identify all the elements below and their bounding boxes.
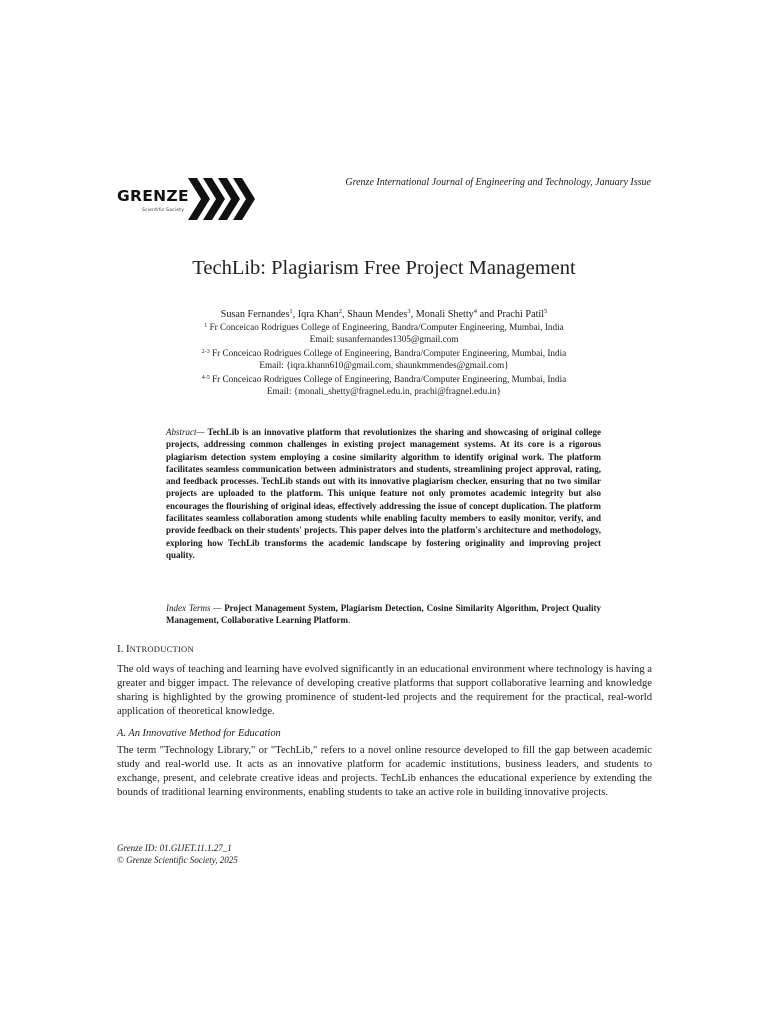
journal-header: Grenze International Journal of Engineering and Technology, January Issue (345, 177, 651, 188)
author-list: Susan Fernandes$^1$, Iqra Khan$^2$, Shaun Mendes$^3$, Monali Shetty$^4$ and Prachi Patil$^5$ (220, 308, 548, 320)
grenze-id: Grenze ID: 01.GIJET.11.1.27_1 (117, 843, 232, 853)
affiliation (0, 374, 768, 397)
logo-wordmark: GRENZE (117, 187, 189, 205)
grenze-logo (117, 176, 263, 222)
copyright: © Grenze Scientific Society, 2025 (117, 855, 238, 865)
author-sup: 5 (544, 308, 548, 315)
subsection-paragraph: The term "Technology Library," or "TechLib," refers to a novel online resource developed to fill the gap between academic study and real-world use. It acts as an innovative platform for academic institutions, business leaders, and students to exchange, present, and celebrate creative ideas and projects. TechLib enhances the educational experience by extending the bounds of traditional learning environments, enabling students to take an active role in building innovative projects. (117, 745, 652, 798)
section-title: NTRODUCTION (129, 644, 194, 654)
author-name: Prachi Patil (496, 309, 545, 320)
logo-subtitle: Scientific Society (142, 208, 185, 213)
chevrons-icon (188, 176, 262, 222)
affiliation-text: Fr Conceicao Rodrigues College of Engineering, Bandra/Computer Engineering, Mumbai, India (209, 322, 564, 332)
footer (117, 842, 238, 866)
section-number: I. I (117, 643, 130, 655)
paper-title: TechLib: Plagiarism Free Project Management (192, 257, 576, 279)
affiliation-sup: 4-5 (201, 375, 210, 381)
index-terms-text: Project Management System, Plagiarism Detection, Cosine Similarity Algorithm, Project Quality Management, Collaborative Learning Platform (166, 603, 602, 626)
author-and: and (479, 309, 495, 320)
affiliation-email: Email: susanfernandes1305@gmail.com (309, 333, 459, 344)
abstract-text: TechLib is an innovative platform that revolutionizes the sharing and showcasing of original college projects, addressing common challenges in existing project management systems. At its core is a rigorous plagiarism detection system employing a cosine similarity algorithm to identify original work. The platform facilitates seamless communication between administrators and students, streamlining project approval, rating, and feedback processes. TechLib stands out with its innovative plagiarism checker, ensuring that no two similar projects are uploaded to the platform. This unique feature not only promotes academic integrity but also encourages the flourishing of original ideas, effectively addressing the issue of concept duplication. The platform facilitates seamless collaboration among students while enabling faculty members to easily monitor, verify, and provide feedback on their students' projects. This paper delves into the platform's architecture and methodology, exploring how TechLib transforms the academic landscape by fostering originality and improving project quality. (166, 427, 601, 560)
author-sup: 4 (473, 308, 478, 315)
index-terms (166, 602, 601, 627)
author-name: Susan Fernandes (220, 309, 290, 320)
author-name: Iqra Khan (297, 309, 339, 320)
affiliation-text: Fr Conceicao Rodrigues College of Engineering, Bandra/Computer Engineering, Mumbai, India (212, 348, 567, 358)
subsection-heading: A. An Innovative Method for Education (117, 728, 281, 739)
abstract-label: Abstract— (166, 427, 205, 437)
affiliation-text: Fr Conceicao Rodrigues College of Engineering, Bandra/Computer Engineering, Mumbai, India (212, 374, 567, 384)
section-heading (117, 643, 194, 655)
index-terms-label: Index Terms — (166, 603, 222, 613)
affiliation-email: Email: {iqra.khann610@gmail.com, shaunkmmendes@gmail.com} (259, 359, 509, 370)
index-terms-period: . (347, 615, 351, 626)
affiliation (0, 322, 768, 345)
author-name: Shaun Mendes (347, 309, 408, 320)
intro-paragraph: The old ways of teaching and learning have evolved significantly in an educational environment where technology is having a greater and bigger impact. The relevance of developing creative platforms that support collaborative learning and knowledge sharing is highlighted by the growing prominence of student-led projects and the requirement for the practical, real-world application of theoretical knowledge. (117, 664, 652, 717)
author-sup: 3 (407, 308, 411, 315)
affiliation-sup: 2-3 (201, 349, 210, 355)
author-name: Monali Shetty (415, 309, 474, 320)
abstract (166, 426, 601, 561)
affiliation-sup: 1 (204, 323, 208, 329)
affiliation (0, 348, 768, 371)
author-sup: 1 (289, 308, 293, 315)
affiliation-email: Email: {monali_shetty@fragnel.edu.in, prachi@fragnel.edu.in} (266, 385, 502, 396)
author-sup: 2 (338, 308, 343, 315)
